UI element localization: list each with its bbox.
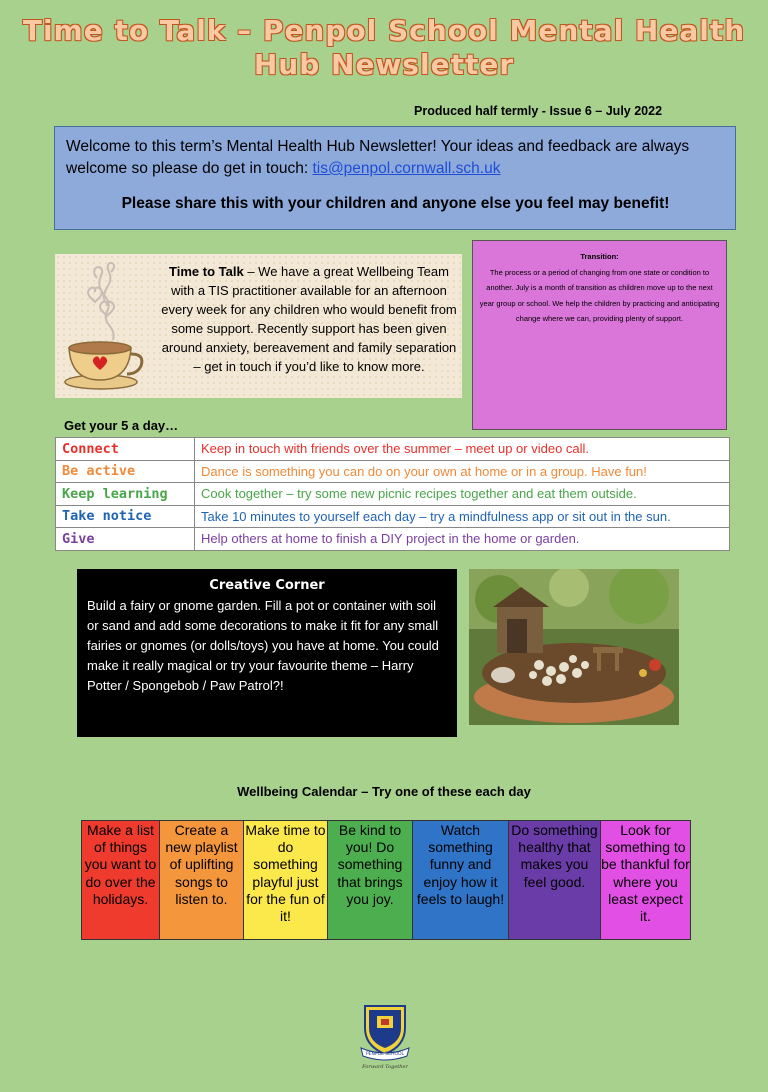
- calendar-day: Look for something to be thankful for where you least expect it.: [601, 821, 690, 939]
- time-to-talk-heading: Time to Talk: [169, 264, 244, 279]
- calendar-day: Do something healthy that makes you feel good.: [509, 821, 601, 939]
- creative-corner-heading: Creative Corner: [209, 578, 325, 593]
- wellbeing-calendar: [81, 820, 691, 940]
- five-a-day-key: Keep learning: [56, 483, 195, 506]
- time-to-talk-text: [159, 262, 459, 376]
- calendar-day: Make time to do something playful just for the fun of it!: [244, 821, 328, 939]
- transition-heading: Transition:: [580, 252, 619, 261]
- calendar-day: Make a list of things you want to do over the holidays.: [82, 821, 160, 939]
- welcome-text: Welcome to this term’s Mental Health Hub Newsletter! Your ideas and feedback are always welcome so please do get in touch:: [66, 138, 690, 177]
- table-row: [56, 460, 730, 483]
- five-a-day-text: Cook together – try some new picnic recipes together and eat them outside.: [195, 483, 730, 506]
- time-to-talk-body: – We have a great Wellbeing Team with a TIS practitioner available for an afternoon every week for any children who would benefit from some support. Recently support has been given around anxiety, bereavement and family separation – get in touch if you’d like to know more.: [161, 264, 457, 374]
- time-to-talk-panel: [55, 254, 462, 398]
- five-a-day-text: Help others at home to finish a DIY project in the home or garden.: [195, 528, 730, 551]
- calendar-day: Be kind to you! Do something that brings you joy.: [328, 821, 413, 939]
- newsletter-title: Time to Talk – Penpol School Mental Health Hub Newsletter: [22, 14, 746, 81]
- transition-text: The process or a period of changing from one state or condition to another. July is a month of transition as children move up to the next year group or school. We help the children by practicing and anticipating change where we can, providing plenty of support.: [479, 267, 720, 323]
- table-row: [56, 505, 730, 528]
- five-a-day-key: Give: [56, 528, 195, 551]
- crest-ribbon-text: PENPOL SCHOOL: [365, 1052, 405, 1057]
- coffee-cup-heart-icon: [57, 258, 153, 394]
- issue-line: Produced half termly - Issue 6 – July 2022: [414, 104, 663, 118]
- table-row: [56, 438, 730, 461]
- calendar-day: Create a new playlist of uplifting songs to listen to.: [160, 821, 244, 939]
- crest-motto: Forward Together: [362, 1064, 408, 1070]
- five-a-day-text: Keep in touch with friends over the summer – meet up or video call.: [195, 438, 730, 461]
- transition-box: [472, 240, 727, 430]
- fairy-garden-image: [469, 569, 679, 725]
- contact-email-link[interactable]: tis@penpol.cornwall.sch.uk: [312, 160, 501, 177]
- five-a-day-text: Dance is something you can do on your own at home or in a group. Have fun!: [195, 460, 730, 483]
- five-a-day-heading: Get your 5 a day…: [64, 418, 179, 433]
- calendar-heading: Wellbeing Calendar – Try one of these each day: [237, 784, 531, 799]
- creative-corner-text: Build a fairy or gnome garden. Fill a pot or container with soil or sand and add some decorations to make it fit for any small fairies or gnomes (or dolls/toys) you have at home. You could make it really magical or try your favourite theme – Harry Potter / Spongebob / Paw Patrol?!: [87, 598, 439, 693]
- creative-corner-box: [77, 569, 457, 737]
- five-a-day-text: Take 10 minutes to yourself each day – try a mindfulness app or sit out in the sun.: [195, 505, 730, 528]
- table-row: [56, 528, 730, 551]
- table-row: [56, 483, 730, 506]
- five-a-day-key: Be active: [56, 460, 195, 483]
- five-a-day-key: Take notice: [56, 505, 195, 528]
- share-message: Please share this with your children and anyone else you feel may benefit!: [121, 195, 670, 212]
- five-a-day-table: [55, 437, 730, 551]
- school-crest-logo: [360, 1002, 410, 1072]
- welcome-box: [54, 126, 736, 230]
- calendar-day: Watch something funny and enjoy how it feels to laugh!: [413, 821, 509, 939]
- five-a-day-key: Connect: [56, 438, 195, 461]
